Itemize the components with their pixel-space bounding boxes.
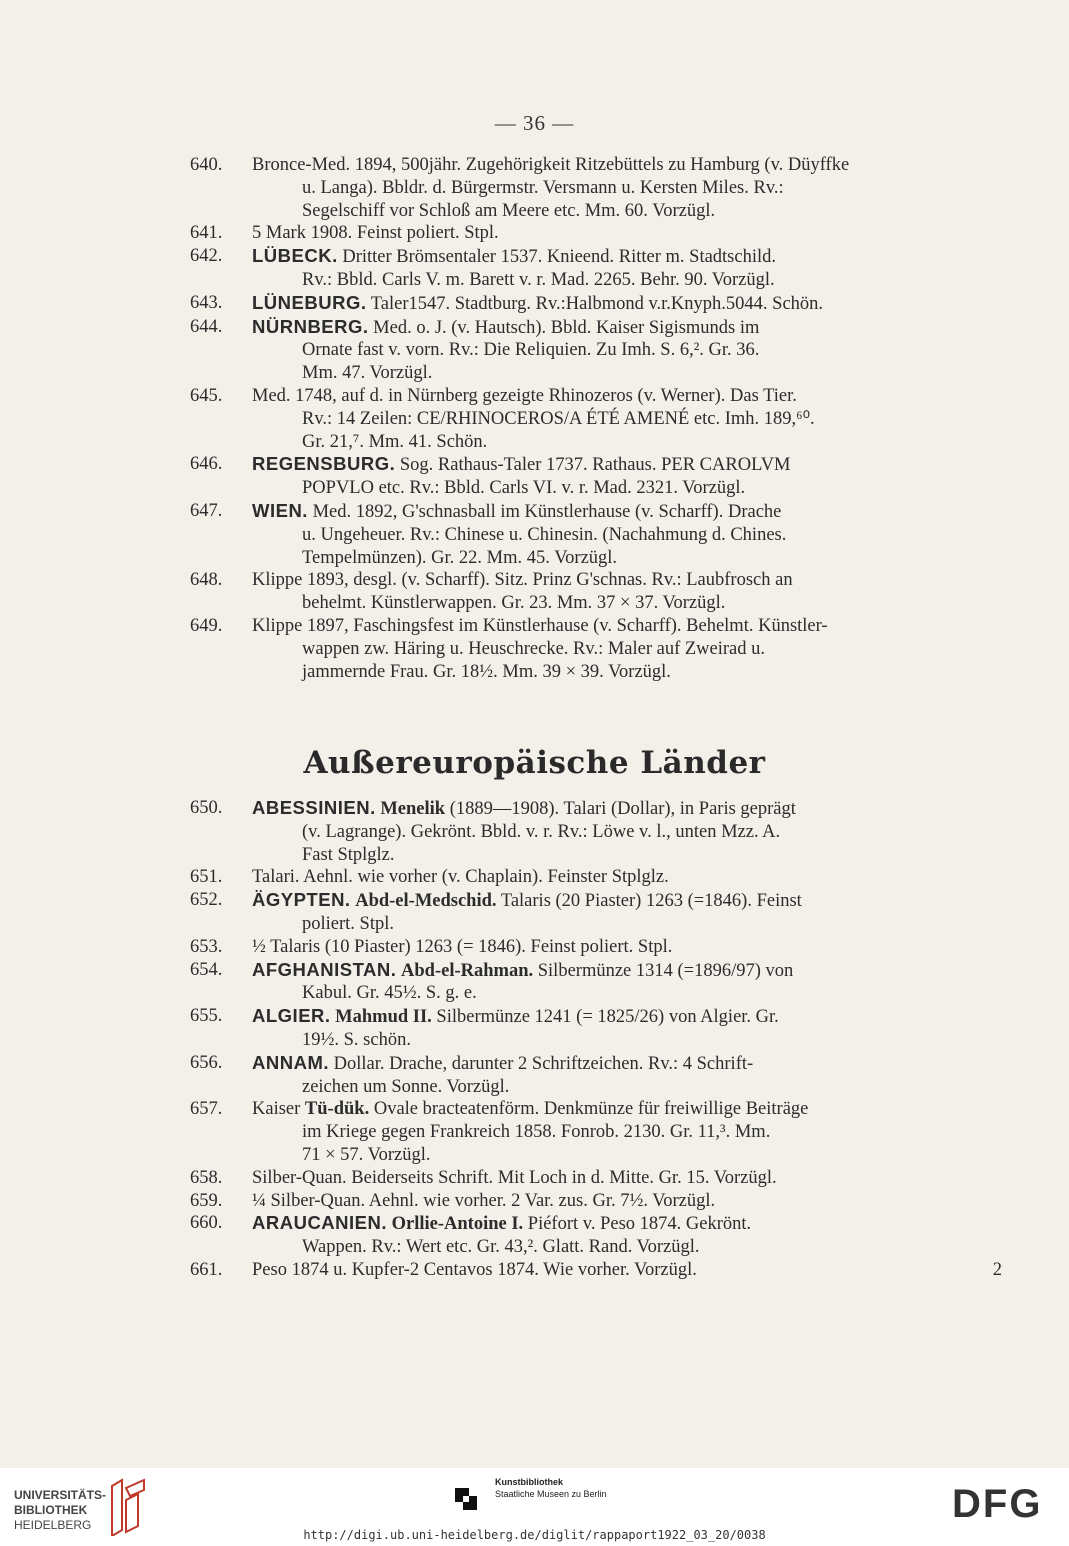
catalog-entry — [190, 1259, 1002, 1282]
catalog-entry — [190, 292, 1002, 316]
entry-number: 641. — [190, 223, 223, 244]
entry-ruler: Abd-el-Rahman. — [401, 960, 534, 981]
catalog-entry — [190, 1098, 1002, 1166]
entry-text-line: Wappen. Rv.: Wert etc. Gr. 43,². Glatt. Rand. Vorzügl. — [302, 1237, 700, 1258]
section-title: Außereuropäische Länder — [303, 745, 766, 781]
catalog-entry — [190, 500, 1002, 569]
catalog-entry — [190, 569, 1002, 615]
entry-text-line: Talari. Aehnl. wie vorher (v. Chaplain). Feinster Stplglz. — [252, 867, 669, 888]
entry-number: 649. — [190, 615, 223, 636]
entry-text-line: Klippe 1893, desgl. (v. Scharff). Sitz. Prinz G'schnas. Rv.: Laubfrosch an — [252, 570, 793, 591]
entry-text-line: Peso 1874 u. Kupfer-2 Centavos 1874. Wie vorher. Vorzügl. — [252, 1259, 697, 1280]
entry-text-line: Dritter Brömsentaler 1537. Knieend. Ritter m. Stadtschild. — [337, 247, 776, 268]
entry-text-line: u. Ungeheuer. Rv.: Chinese u. Chinesin. (Nachahmung d. Chines. — [302, 524, 787, 545]
entry-text-line: 71 × 57. Vorzügl. — [302, 1144, 431, 1165]
entry-place: ALGIER. — [252, 1005, 331, 1027]
entry-text-line: wappen zw. Häring u. Heuschrecke. Rv.: Maler auf Zweirad u. — [302, 638, 766, 659]
entry-number: 661. — [190, 1259, 223, 1280]
entry-text-line: im Kriege gegen Frankreich 1858. Fonrob. 2130. Gr. 11,³. Mm. — [302, 1122, 771, 1143]
catalog-entry — [190, 245, 1002, 292]
entry-text-line: Talaris (20 Piaster) 1263 (=1846). Feinst — [496, 891, 802, 912]
entry-text-line: Med. o. J. (v. Hautsch). Bbld. Kaiser Sigismunds im — [368, 317, 760, 338]
ub-logo-line: BIBLIOTHEK — [14, 1503, 88, 1517]
ub-logo-line: UNIVERSITÄTS- — [14, 1488, 107, 1502]
entry-text-line: Ovale bracteatenförm. Denkmünze für freiwillige Beiträge — [369, 1099, 809, 1120]
entry-text-line: Rv.: 14 Zeilen: CE/RHINOCEROS/A ÉTÉ AMENÉ etc. Imh. 189,⁶⁰. — [302, 408, 815, 429]
entry-text-line: u. Langa). Bbldr. d. Bürgermstr. Versmann u. Kersten Miles. Rv.: — [302, 177, 784, 198]
entry-text-line: Silbermünze 1241 (= 1825/26) von Algier. Gr. — [431, 1007, 779, 1028]
catalog-entry — [190, 889, 1002, 936]
entry-number: 644. — [190, 316, 223, 337]
entry-text-line: poliert. Stpl. — [302, 913, 394, 934]
entry-text-line: ¼ Silber-Quan. Aehnl. wie vorher. 2 Var. zus. Gr. 7½. Vorzügl. — [252, 1190, 716, 1211]
entry-number: 658. — [190, 1167, 223, 1188]
entry-text-line: 5 Mark 1908. Feinst poliert. Stpl. — [252, 223, 499, 244]
entry-place: ABESSINIEN. — [252, 797, 376, 818]
entry-text-line: Klippe 1897, Faschingsfest im Künstlerhause (v. Scharff). Behelmt. Künstler- — [252, 615, 828, 636]
kunstbibliothek-mark-icon — [455, 1488, 477, 1510]
entry-number: 646. — [190, 454, 223, 475]
entry-number: 651. — [190, 867, 223, 888]
catalog-entry — [190, 316, 1002, 385]
entry-text-line: Fast Stplglz. — [302, 844, 395, 865]
entry-text-line: ½ Talaris (10 Piaster) 1263 (= 1846). Feinst poliert. Stpl. — [252, 936, 673, 957]
entry-ruler: Tü-dük. — [304, 1099, 370, 1120]
entry-number: 645. — [190, 385, 223, 406]
entry-number: 655. — [190, 1006, 223, 1027]
kunstbibliothek-subtitle: Staatliche Museen zu Berlin — [495, 1489, 607, 1499]
ub-logo-line: HEIDELBERG — [14, 1518, 92, 1532]
entry-text-line: Taler1547. Stadtburg. Rv.:Halbmond v.r.Knyph.5044. Schön. — [366, 293, 824, 314]
entry-text-line: Gr. 21,⁷. Mm. 41. Schön. — [302, 431, 488, 452]
entry-number: 650. — [190, 798, 223, 818]
entry-text-line: Med. 1748, auf d. in Nürnberg gezeigte Rhinozeros (v. Werner). Das Tier. — [252, 385, 797, 406]
catalog-entry — [190, 1005, 1002, 1052]
entry-place: ANNAM. — [252, 1051, 329, 1073]
entries-bottom — [190, 797, 1002, 1282]
entry-number: 642. — [190, 246, 223, 267]
entry-ruler: Menelik — [380, 799, 446, 819]
entry-text-line: Bronce-Med. 1894, 500jähr. Zugehörigkeit Ritzebüttels zu Hamburg (v. Düyffke — [252, 155, 850, 175]
entry-ruler: Mahmud II. — [335, 1007, 432, 1028]
entry-place: NÜRNBERG. — [252, 315, 369, 337]
entry-text-line: Dollar. Drache, darunter 2 Schriftzeichen. Rv.: 4 Schrift- — [329, 1053, 754, 1074]
entry-number: 647. — [190, 500, 223, 521]
kunstbibliothek-logo[interactable] — [455, 1474, 655, 1514]
catalog-entry — [190, 1167, 1002, 1190]
entry-place: WIEN. — [252, 499, 308, 521]
entry-place: ARAUCANIEN. — [252, 1212, 387, 1234]
entry-number: 657. — [190, 1099, 223, 1120]
catalog-entry — [190, 1190, 1002, 1213]
entry-number: 654. — [190, 959, 223, 980]
catalog-entry — [190, 385, 1002, 453]
entry-ruler: Abd-el-Medschid. — [355, 891, 497, 912]
entry-number: 643. — [190, 292, 223, 313]
catalog-entry — [190, 797, 1002, 866]
page-number: — 36 — — [494, 111, 575, 135]
entry-number: 652. — [190, 890, 223, 911]
catalog-entry — [190, 959, 1002, 1006]
entry-text-line: Segelschiff vor Schloß am Meere etc. Mm. 60. Vorzügl. — [302, 200, 716, 221]
catalog-entry — [190, 1052, 1002, 1099]
entry-prefix: Kaiser — [252, 1099, 305, 1120]
entry-ruler: Orllie-Antoine I. — [391, 1214, 524, 1235]
entry-number: 653. — [190, 936, 223, 957]
entry-number: 656. — [190, 1052, 223, 1073]
entry-text-line: (v. Lagrange). Gekrönt. Bbld. v. r. Rv.: Löwe v. l., unten Mzz. A. — [302, 821, 781, 842]
footer — [0, 1468, 1069, 1546]
entry-number: 648. — [190, 570, 223, 591]
entry-place: REGENSBURG. — [252, 453, 396, 475]
catalog-entry — [190, 222, 1002, 245]
ub-heidelberg-logo[interactable] — [14, 1488, 106, 1533]
entry-text-line: Piéfort v. Peso 1874. Gekrönt. — [523, 1214, 752, 1235]
entry-text-line: Med. 1892, G'schnasball im Künstlerhause (v. Scharff). Drache — [307, 501, 782, 522]
entry-place: AFGHANISTAN. — [252, 958, 397, 980]
entry-number: 660. — [190, 1213, 223, 1234]
entry-text-line: Mm. 47. Vorzügl. — [302, 363, 433, 384]
entry-text-line: POPVLO etc. Rv.: Bbld. Carls VI. v. r. Mad. 2321. Vorzügl. — [302, 478, 746, 499]
catalog-entry — [190, 615, 1002, 683]
entry-text-line: Silbermünze 1314 (=1896/97) von — [533, 960, 794, 981]
kunstbibliothek-title: Kunstbibliothek — [495, 1477, 563, 1487]
entry-place: LÜNEBURG. — [252, 291, 367, 313]
entry-text-line: Ornate fast v. vorn. Rv.: Die Reliquien. Zu Imh. S. 6,². Gr. 36. — [302, 340, 760, 361]
catalog-entry — [190, 866, 1002, 889]
entry-text-line: (1889—1908). Talari (Dollar), in Paris geprägt — [445, 799, 796, 819]
entry-quantity: 2 — [992, 1259, 1002, 1280]
entry-text-line: jammernde Frau. Gr. 18½. Mm. 39 × 39. Vorzügl. — [302, 661, 671, 682]
entry-place: LÜBECK. — [252, 245, 338, 267]
dfg-logo[interactable]: DFG — [952, 1482, 1043, 1526]
catalog-entry — [190, 154, 1002, 222]
entry-text-line: Rv.: Bbld. Carls V. m. Barett v. r. Mad. 2265. Behr. 90. Vorzügl. — [302, 269, 775, 290]
entry-text-line: zeichen um Sonne. Vorzügl. — [302, 1076, 510, 1097]
entry-text-line: Kabul. Gr. 45½. S. g. e. — [302, 983, 477, 1004]
catalog-entry — [190, 1212, 1002, 1259]
entry-text-line: behelmt. Künstlerwappen. Gr. 23. Mm. 37 × 37. Vorzügl. — [302, 593, 726, 614]
catalog-entry — [190, 936, 1002, 959]
permalink-url[interactable]: http://digi.ub.uni-heidelberg.de/diglit/rappaport1922_03_20/0038 — [303, 1528, 766, 1542]
entry-number: 640. — [190, 155, 223, 175]
entry-number: 659. — [190, 1190, 223, 1211]
entry-text-line: Silber-Quan. Beiderseits Schrift. Mit Loch in d. Mitte. Gr. 15. Vorzügl. — [252, 1167, 777, 1188]
entries-top — [190, 154, 1002, 683]
entry-text-line: 19½. S. schön. — [302, 1029, 411, 1050]
catalog-entry — [190, 453, 1002, 500]
entry-text-line: Tempelmünzen). Gr. 22. Mm. 45. Vorzügl. — [302, 547, 618, 568]
entry-place: ÄGYPTEN. — [252, 889, 351, 911]
entry-text-line: Sog. Rathaus-Taler 1737. Rathaus. PER CAROLVM — [395, 455, 791, 476]
